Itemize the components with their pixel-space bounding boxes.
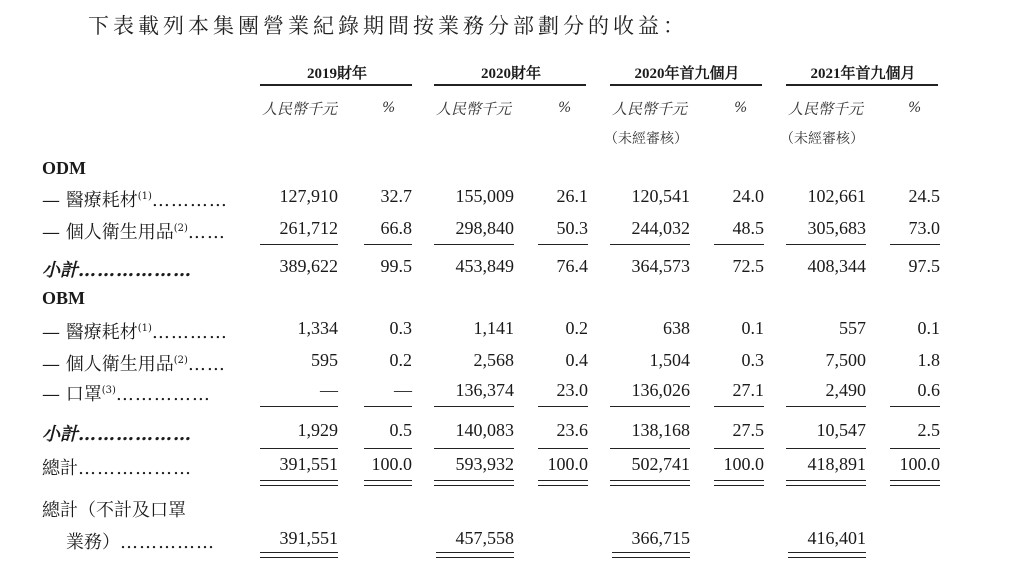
period-header-2019: 2019財年 [306, 66, 367, 82]
table-cell: 416,401 [807, 528, 866, 548]
table-cell: 120,541 [631, 186, 690, 206]
table-cell: 127,910 [279, 186, 338, 206]
total-top-rule [890, 448, 940, 449]
subtotal-rule [260, 244, 338, 245]
header-rule [786, 84, 938, 86]
total-double-rule [436, 552, 514, 558]
table-cell: 0.2 [389, 350, 412, 370]
subtotal-rule [260, 406, 338, 407]
unaudited-note: （未經審核） [604, 131, 688, 147]
subtotal-rule [786, 244, 866, 245]
table-cell: 364,573 [631, 256, 690, 276]
subtotal-rule [610, 406, 690, 407]
footnote-marker: (3) [101, 385, 116, 396]
row-label-odm_subtotal [42, 256, 192, 282]
table-cell: 50.3 [556, 218, 588, 238]
table-cell: 0.5 [389, 420, 412, 440]
subtotal-rule [890, 406, 940, 407]
row-label-text: 總計 [42, 458, 78, 479]
row-label-obm_subtotal [42, 420, 192, 446]
row-label-total-ex-mask-line1: 總計（不計及口罩 [42, 500, 186, 521]
footnote-marker: (2) [173, 355, 188, 366]
table-cell: 26.1 [556, 186, 588, 206]
table-cell: 138,168 [631, 420, 690, 440]
row-label-total-ex-mask-line2 [66, 528, 215, 554]
table-cell: 502,741 [631, 454, 690, 474]
leader-dots: ……………… [78, 260, 192, 281]
table-cell: 102,661 [807, 186, 866, 206]
unit-label: 人民幣千元 [436, 100, 512, 118]
unaudited-note: （未經審核） [780, 131, 864, 147]
table-cell: 76.4 [556, 256, 588, 276]
table-cell: 0.1 [917, 318, 940, 338]
leader-dots: ………… [151, 190, 228, 211]
total-double-rule [610, 480, 690, 486]
row-label-odm_hygiene [42, 218, 226, 244]
table-cell: 72.5 [732, 256, 764, 276]
total-top-rule [260, 448, 338, 449]
table-cell: 100.0 [899, 454, 940, 474]
footnote-marker: (1) [137, 323, 152, 334]
row-label-text: — 醫療耗材 [42, 190, 138, 211]
table-cell: 298,840 [455, 218, 514, 238]
total-double-rule [538, 480, 588, 486]
total-top-rule [538, 448, 588, 449]
table-cell: 457,558 [455, 528, 514, 548]
row-label-total [42, 454, 192, 480]
table-cell: 0.4 [565, 350, 588, 370]
table-cell: 7,500 [825, 350, 866, 370]
leader-dots: ……………… [78, 424, 192, 445]
table-cell: 1,141 [473, 318, 514, 338]
subtotal-rule [786, 406, 866, 407]
table-cell: 155,009 [455, 186, 514, 206]
row-label-obm_mask [42, 380, 211, 406]
row-label-obm_medical [42, 318, 228, 344]
pct-label: % [734, 100, 748, 116]
table-cell: 0.3 [389, 318, 412, 338]
table-cell: 100.0 [547, 454, 588, 474]
table-cell: 595 [311, 350, 338, 370]
unit-label: 人民幣千元 [612, 100, 688, 118]
table-cell: 1,334 [297, 318, 338, 338]
table-cell: 0.6 [917, 380, 940, 400]
total-double-rule [260, 552, 338, 558]
subtotal-rule [434, 406, 514, 407]
table-cell: 391,551 [279, 454, 338, 474]
total-top-rule [434, 448, 514, 449]
table-cell: 2,490 [825, 380, 866, 400]
subtotal-rule [714, 406, 764, 407]
table-cell: 305,683 [807, 218, 866, 238]
table-cell: 66.8 [380, 218, 412, 238]
header-rule [260, 84, 412, 86]
row-label-text: — 口罩 [42, 384, 102, 405]
row-label-text: — 個人衛生用品 [42, 354, 174, 375]
subtotal-rule [434, 244, 514, 245]
section-odm: ODM [42, 158, 86, 178]
table-cell: 27.5 [732, 420, 764, 440]
section-obm: OBM [42, 288, 85, 308]
table-cell: 261,712 [279, 218, 338, 238]
table-cell: 2.5 [917, 420, 940, 440]
table-cell: 1,929 [297, 420, 338, 440]
leader-dots: …… [187, 354, 226, 375]
total-top-rule [610, 448, 690, 449]
row-label-text: — 醫療耗材 [42, 322, 138, 343]
table-cell: 24.0 [732, 186, 764, 206]
subtotal-rule [610, 244, 690, 245]
table-cell: 100.0 [371, 454, 412, 474]
table-cell: 48.5 [732, 218, 764, 238]
table-cell: 136,026 [631, 380, 690, 400]
subtotal-rule [364, 244, 412, 245]
pct-label: % [908, 100, 922, 116]
row-label-text: 小計 [42, 260, 78, 281]
row-label-obm_hygiene [42, 350, 226, 376]
total-double-rule [612, 552, 690, 558]
pct-label: % [382, 100, 396, 116]
subtotal-rule [364, 406, 412, 407]
row-label-text: 業務） [66, 532, 120, 553]
table-cell: 453,849 [455, 256, 514, 276]
subtotal-rule [538, 406, 588, 407]
table-cell: 408,344 [807, 256, 866, 276]
table-cell: 418,891 [807, 454, 866, 474]
table-cell: 99.5 [380, 256, 412, 276]
table-cell: 1,504 [649, 350, 690, 370]
unit-label: 人民幣千元 [788, 100, 864, 118]
table-cell: 244,032 [631, 218, 690, 238]
total-top-rule [786, 448, 866, 449]
total-double-rule [786, 480, 866, 486]
total-double-rule [364, 480, 412, 486]
table-cell: 32.7 [380, 186, 412, 206]
table-cell: 366,715 [631, 528, 690, 548]
total-double-rule [714, 480, 764, 486]
header-rule [610, 84, 762, 86]
table-cell: 140,083 [455, 420, 514, 440]
table-cell: 593,932 [455, 454, 514, 474]
table-cell: 73.0 [908, 218, 940, 238]
table-cell: 24.5 [908, 186, 940, 206]
total-double-rule [434, 480, 514, 486]
table-cell: 10,547 [816, 420, 866, 440]
table-cell: — [320, 380, 338, 400]
table-cell: 0.2 [565, 318, 588, 338]
total-double-rule [260, 480, 338, 486]
table-cell: 0.3 [741, 350, 764, 370]
period-header-2021-9m: 2021年首九個月 [810, 66, 916, 82]
period-header-2020: 2020財年 [480, 66, 541, 82]
table-cell: 27.1 [732, 380, 764, 400]
subtotal-rule [890, 244, 940, 245]
total-top-rule [364, 448, 412, 449]
footnote-marker: (1) [137, 191, 152, 202]
table-cell: 391,551 [279, 528, 338, 548]
table-cell: 2,568 [473, 350, 514, 370]
table-cell: 136,374 [455, 380, 514, 400]
leader-dots: ……………… [78, 458, 192, 479]
table-cell: 638 [663, 318, 690, 338]
row-label-text: 小計 [42, 424, 78, 445]
unit-label: 人民幣千元 [262, 100, 338, 118]
total-double-rule [890, 480, 940, 486]
table-cell: 1.8 [917, 350, 940, 370]
period-header-2020-9m: 2020年首九個月 [634, 66, 740, 82]
table-cell: 557 [839, 318, 866, 338]
table-cell: 23.0 [556, 380, 588, 400]
leader-dots: …… [187, 222, 226, 243]
subtotal-rule [714, 244, 764, 245]
table-cell: 23.6 [556, 420, 588, 440]
row-label-text: — 個人衛生用品 [42, 222, 174, 243]
table-cell: 389,622 [279, 256, 338, 276]
row-label-odm_medical [42, 186, 228, 212]
leader-dots: …………… [120, 532, 215, 553]
total-double-rule [788, 552, 866, 558]
subtotal-rule [538, 244, 588, 245]
table-cell: 100.0 [723, 454, 764, 474]
table-cell: 0.1 [741, 318, 764, 338]
table-cell: 97.5 [908, 256, 940, 276]
pct-label: % [558, 100, 572, 116]
total-top-rule [714, 448, 764, 449]
leader-dots: …………… [115, 384, 211, 405]
footnote-marker: (2) [173, 223, 188, 234]
header-rule [434, 84, 586, 86]
leader-dots: ………… [151, 322, 228, 343]
table-cell: — [394, 380, 412, 400]
intro-text: 下表載列本集團營業紀錄期間按業務分部劃分的收益： [88, 14, 688, 38]
